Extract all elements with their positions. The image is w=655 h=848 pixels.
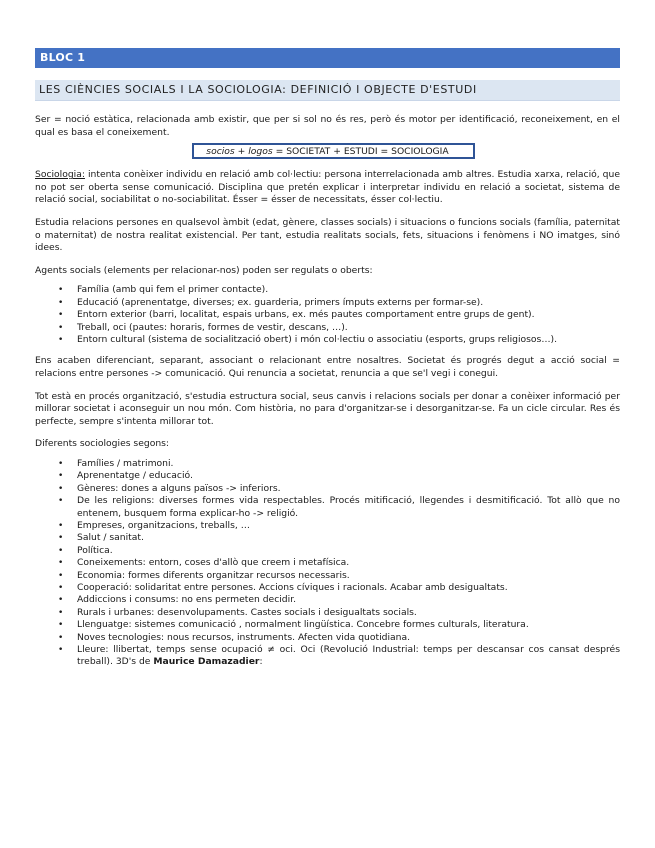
list-item: • Economia: formes diferents organitzar recursos necessaris. xyxy=(58,569,350,581)
paragraph-agents: Agents socials (elements per relacionar-nos) poden ser regulats o oberts: xyxy=(35,264,373,276)
list-item: • Addiccions i consums: no ens permeten decidir. xyxy=(58,594,297,606)
list-item: • Aprenentatge / educació. xyxy=(58,470,193,482)
bullet-icon: • xyxy=(58,558,64,569)
list-item: • Coneixements: entorn, coses d'allò que creem i metafísica. xyxy=(58,557,350,569)
list-item: • Treball, oci (pautes: horaris, formes de vestir, descans, …). xyxy=(58,321,348,333)
sociologies-list xyxy=(35,458,620,669)
bullet-icon: • xyxy=(58,285,64,296)
bullet-icon: • xyxy=(58,570,64,581)
list-item: • Llenguatge: sistemes comunicació , normalment lingüística. Concebre formes culturals, literatura. xyxy=(58,619,529,631)
paragraph-tot: Tot està en procés organització, s'estudia estructura social, seus canvis i relacions socials per donar a conèixer informació per millorar societat i aconseguir un nou món. Com història, no para d'organitzar-se i desorganitzar-se. Fa un cicle circular. Res és perfecte, sempre s'intenta millorar tot. xyxy=(35,390,620,427)
section-title: LES CIÈNCIES SOCIALS I LA SOCIOLOGIA: DEFINICIÓ I OBJECTE D'ESTUDI xyxy=(35,80,620,101)
author-name: Maurice Damazadier xyxy=(153,656,260,668)
paragraph-ens: Ens acaben diferenciant, separant, associant o relacionant entre nosaltres. Societat és progrés degut a acció social = relacions entre persones -> comunicació. Qui renuncia a societat, renuncia a que se'l vegi i conegui. xyxy=(35,355,620,379)
list-item: • Rurals i urbanes: desenvolupaments. Castes socials i desigualtats socials. xyxy=(58,606,417,618)
list-item: • Noves tecnologies: nous recursos, instruments. Afecten vida quotidiana. xyxy=(58,631,411,643)
bullet-icon: • xyxy=(58,632,64,643)
list-item: • Política. xyxy=(58,544,113,556)
bullet-icon: • xyxy=(58,595,64,606)
list-item: • Cooperació: solidaritat entre persones. Accions cíviques i racionals. Acabar amb desigualtats. xyxy=(58,582,508,593)
list-item: • Salut / sanitat. xyxy=(58,532,144,544)
list-item: • Entorn cultural (sistema de socialització obert) i món col·lectiu o associatiu (esports, grups religiosos…). xyxy=(58,333,558,345)
bullet-icon: • xyxy=(58,310,64,321)
bullet-icon: • xyxy=(58,583,64,593)
sociologia-text: intenta conèixer individu en relació amb col·lectiu: persona interrelacionada amb altres. Estudia xarxa, relació, que no pot ser oberta sense comunicació. Disciplina que pretén explicar i interpretar individu en relació a societat, sistema de relació social, sociabilitat o no-sociabilitat. Ésser = ésser de necessitats, ésser col·lectiu. xyxy=(35,169,620,206)
document-page xyxy=(35,48,620,669)
paragraph-sociologia xyxy=(35,169,620,207)
bullet-icon: • xyxy=(58,607,64,618)
formula-italic: socios + logos xyxy=(206,146,273,158)
formula-line xyxy=(35,145,620,159)
paragraph-estudia: Estudia relacions persones en qualsevol àmbit (edat, gènere, classes socials) i situacions o funcions socials (família, paternitat o maternitat) de nostra realitat existencial. Per tant, estudia realitats socials, fets, situacions i fenòmens i NO imatges, sinó idees. xyxy=(35,216,620,254)
list-item: • Gèneres: dones a alguns països -> inferiors. xyxy=(58,482,281,494)
list-item: • Entorn exterior (barri, localitat, espais urbans, ex. més pautes comportament entre grups de gent). xyxy=(58,309,535,321)
bloc-heading: BLOC 1 xyxy=(35,48,620,68)
bullet-icon: • xyxy=(58,533,64,544)
paragraph-diferents: Diferents sociologies segons: xyxy=(35,438,170,450)
formula-highlight-box xyxy=(192,143,475,159)
list-item: • Família (amb qui fem el primer contacte). xyxy=(58,284,269,296)
agents-list xyxy=(35,284,620,346)
bullet-icon: • xyxy=(58,645,64,656)
bullet-icon: • xyxy=(58,620,64,631)
paragraph-ser: Ser = noció estàtica, relacionada amb existir, que per si sol no és res, però és motor per identificació, reconeixement, en el qual es basa el coneixement. xyxy=(35,114,620,138)
list-item: • Educació (aprenentatge, diverses; ex. guarderia, primers ímputs externs per formar-se). xyxy=(58,296,484,308)
bullet-icon: • xyxy=(58,545,64,556)
bullet-icon: • xyxy=(58,471,64,482)
bullet-icon: • xyxy=(58,483,64,494)
bullet-icon: • xyxy=(58,458,64,469)
list-item-lleure: • Lleure: llibertat, temps sense ocupació ≠ oci. Oci (Revolució Industrial: temps per descansar cos cansat després treball). 3D's de Maurice Damazadier: xyxy=(58,644,620,668)
bullet-icon: • xyxy=(58,496,64,507)
list-item: • Empreses, organitzacions, treballs, … xyxy=(58,519,250,531)
list-item: • De les religions: diverses formes vida respectables. Procés mitificació, llegendes i desmitificació. Tot allò que no entenem, busquem forma explicar-ho -> religió. xyxy=(58,495,620,519)
bullet-icon: • xyxy=(58,322,64,333)
bullet-icon: • xyxy=(58,520,64,531)
bullet-icon: • xyxy=(58,297,64,308)
formula-rest: = SOCIETAT + ESTUDI = SOCIOLOGIA xyxy=(272,146,449,158)
bullet-icon: • xyxy=(58,334,64,345)
sociologia-term: Sociologia: xyxy=(35,169,85,181)
list-item: • Famílies / matrimoni. xyxy=(58,457,174,469)
